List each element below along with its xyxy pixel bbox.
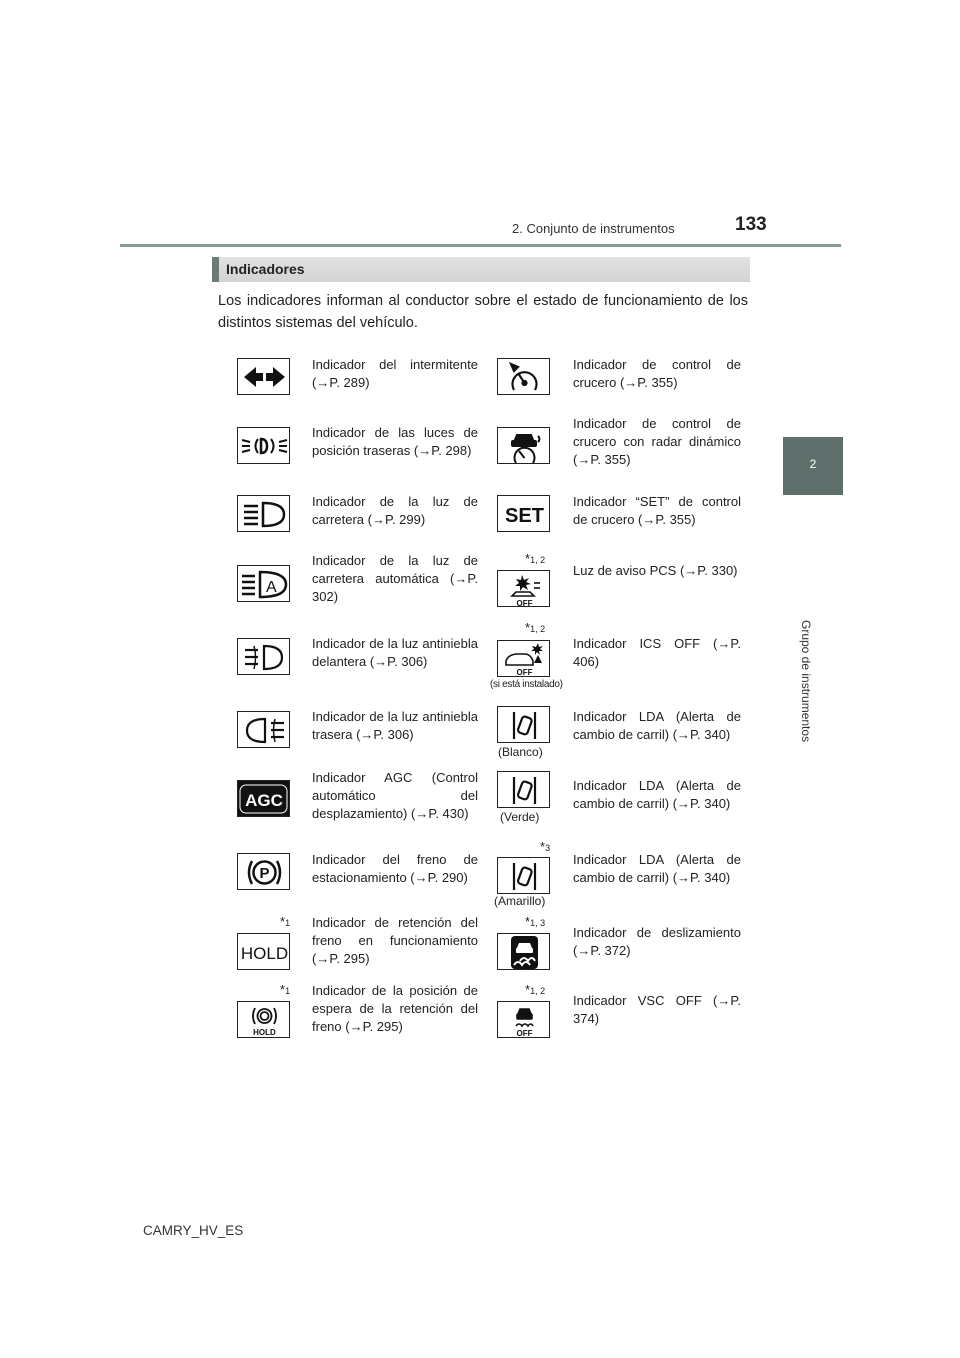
- indicator-desc: Luz de aviso PCS (→P. 330): [573, 563, 738, 578]
- high-beam-icon: [237, 495, 290, 532]
- header-divider: [120, 244, 841, 247]
- section-accent: [212, 257, 219, 282]
- section-header: [212, 257, 750, 282]
- pcs-off-label: OFF: [516, 599, 533, 608]
- ics-off-label: OFF: [516, 668, 533, 677]
- svg-text:A: A: [266, 579, 277, 596]
- tail-light-icon: [237, 427, 290, 464]
- vsc-off-label: OFF: [516, 1029, 533, 1038]
- indicator-desc: Indicador LDA (Alerta de cambio de carril) (→P. 340): [573, 852, 741, 885]
- front-fog-icon: [237, 638, 290, 675]
- indicator-desc: Indicador de control de crucero con radar dinámico (→P. 355): [573, 416, 741, 467]
- slip-indicator-icon: [497, 933, 550, 970]
- turn-signal-icon: [237, 358, 290, 395]
- brake-hold-label: HOLD: [253, 1028, 276, 1037]
- indicator-desc: Indicador “SET” de control de crucero (→P. 355): [573, 494, 741, 527]
- indicator-desc: Indicador VSC OFF (→P. 374): [573, 993, 741, 1026]
- indicator-desc: Indicador de la luz antiniebla delantera (→P. 306): [312, 636, 478, 669]
- indicator-desc: Indicador de la posición de espera de la retención del freno (→P. 295): [312, 983, 478, 1034]
- hold-label: HOLD: [240, 944, 289, 963]
- installed-note: (si está instalado): [490, 679, 563, 690]
- page-number: 133: [735, 214, 767, 235]
- rear-fog-icon: [237, 711, 290, 748]
- indicator-desc: Indicador LDA (Alerta de cambio de carril) (→P. 340): [573, 778, 741, 811]
- set-icon: [497, 495, 550, 532]
- svg-text:P: P: [259, 865, 270, 882]
- footnote-ref: *1, 2: [525, 551, 546, 566]
- agc-icon: [237, 780, 290, 817]
- chapter-title: 2. Conjunto de instrumentos: [512, 221, 675, 236]
- footnote-ref: *1: [280, 914, 291, 929]
- vsc-off-icon: [497, 1001, 550, 1038]
- indicator-desc: Indicador de la luz de carretera (→P. 299): [312, 494, 478, 527]
- footnote-ref: *1, 3: [525, 914, 546, 929]
- indicator-desc: Indicador de control de crucero (→P. 355): [573, 357, 741, 390]
- agc-label: AGC: [245, 791, 283, 810]
- indicator-desc: Indicador de retención del freno en funcionamiento (→P. 295): [312, 915, 478, 966]
- indicator-desc: Indicador de la luz antiniebla trasera (→P. 306): [312, 709, 478, 742]
- intro-paragraph: Los indicadores informan al conductor sobre el estado de funcionamiento de los distintos sistemas del vehículo.: [218, 293, 748, 331]
- hold-icon: [237, 933, 290, 970]
- chapter-tab-number: 2: [809, 457, 817, 471]
- chapter-side-label-text: Grupo de instrumentos: [799, 620, 813, 743]
- footnote-ref: *1, 2: [525, 620, 546, 635]
- footnote-ref: *1, 2: [525, 982, 546, 997]
- lda-green-icon: [497, 771, 550, 808]
- set-label: SET: [505, 505, 544, 527]
- indicator-desc: Indicador de las luces de posición traseras (→P. 298): [312, 425, 478, 458]
- parking-brake-icon: [237, 853, 290, 890]
- section-title: Indicadores: [226, 261, 305, 277]
- footnote-ref: *1: [280, 982, 291, 997]
- indicator-desc: Indicador de deslizamiento (→P. 372): [573, 925, 741, 958]
- indicator-desc: Indicador LDA (Alerta de cambio de carril) (→P. 340): [573, 709, 741, 742]
- color-note: (Verde): [500, 810, 540, 824]
- indicator-desc: Indicador de la luz de carretera automática (→P. 302): [312, 553, 478, 604]
- indicator-desc: Indicador del intermitente (→P. 289): [312, 357, 478, 390]
- indicator-desc: Indicador AGC (Control automático del desplazamiento) (→P. 430): [312, 770, 478, 821]
- color-note: (Amarillo): [494, 894, 546, 908]
- chapter-side-label: [783, 480, 843, 743]
- ics-off-icon: [497, 640, 550, 677]
- indicator-desc: Indicador del freno de estacionamiento (→P. 290): [312, 852, 478, 885]
- pcs-warning-icon: [497, 570, 550, 607]
- lda-amber-icon: [497, 857, 550, 894]
- radar-cruise-icon: [497, 427, 550, 464]
- auto-high-beam-icon: [237, 565, 290, 602]
- footnote-ref: *3: [540, 839, 551, 854]
- cruise-control-icon: [497, 358, 550, 395]
- footer-code: CAMRY_HV_ES: [143, 1223, 244, 1238]
- brake-hold-standby-icon: [237, 1001, 290, 1038]
- indicator-desc: Indicador ICS OFF (→P. 406): [573, 636, 741, 669]
- lda-white-icon: [497, 706, 550, 743]
- color-note: (Blanco): [498, 745, 543, 759]
